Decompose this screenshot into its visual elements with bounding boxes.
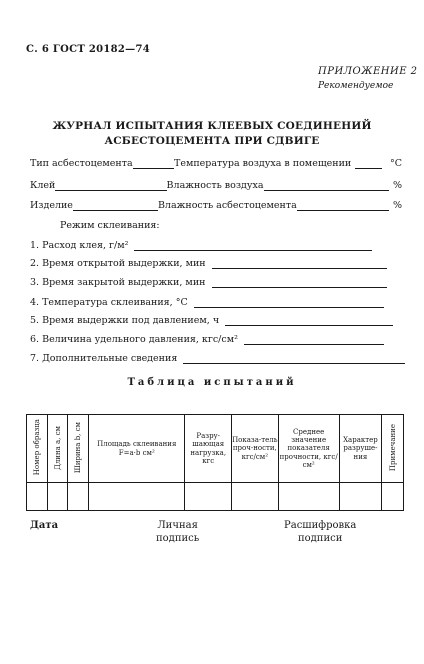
col-header-area: Площадь склеивания F=a·b см² <box>89 415 185 483</box>
signature-decode <box>284 519 356 545</box>
regime-item-label: 3. Время закрытой выдержки, мин <box>30 277 206 288</box>
fill-line <box>73 201 158 211</box>
regime-item-2 <box>30 258 387 269</box>
field-unit: °С <box>389 158 402 169</box>
table-header-row <box>27 415 404 483</box>
table-cell <box>185 483 232 511</box>
field-unit: % <box>392 180 402 191</box>
journal-title-line-2: АСБЕСТОЦЕМЕНТА ПРИ СДВИГЕ <box>104 135 320 147</box>
field-row-glue <box>30 180 402 191</box>
regime-item-5 <box>30 315 393 326</box>
table-title: Таблица испытаний <box>127 377 297 388</box>
table-cell <box>278 483 339 511</box>
field-label-2: Температура воздуха в помещении <box>174 158 352 169</box>
regime-item-label: 6. Величина удельного давления, кгс/см² <box>30 334 238 345</box>
table-row <box>27 483 404 511</box>
col-header-breaking-load: Разру-шающая нагрузка, кгс <box>185 415 232 483</box>
fill-line <box>183 354 405 364</box>
regime-item-7 <box>30 353 405 364</box>
table-cell <box>68 483 89 511</box>
signature-personal <box>156 519 199 545</box>
fill-line <box>212 259 387 269</box>
col-header-length: Длина a, см <box>53 425 62 470</box>
regime-item-label: 4. Температура склеивания, °С <box>30 297 188 308</box>
appendix-subtitle: Рекомендуемое <box>318 81 394 91</box>
table-cell <box>47 483 68 511</box>
col-header-width: Ширина b, см <box>74 421 83 474</box>
field-row-product <box>30 200 402 211</box>
journal-title-line-1: ЖУРНАЛ ИСПЫТАНИЯ КЛЕЕВЫХ СОЕДИНЕНИЙ <box>52 120 372 132</box>
col-header-sample-number: Номер образца <box>32 419 41 476</box>
field-label: Тип асбестоцемента <box>30 158 133 169</box>
table-cell <box>382 483 404 511</box>
appendix-title: ПРИЛОЖЕНИЕ 2 <box>318 66 418 77</box>
signature-decode-line-2: подписи <box>297 533 343 544</box>
fill-line <box>55 181 166 191</box>
signature-personal-line-1: Личная <box>157 520 198 531</box>
field-label: Изделие <box>30 200 73 211</box>
field-label-2: Влажность асбестоцемента <box>157 200 297 211</box>
fill-line <box>244 335 384 345</box>
fill-line <box>134 241 372 251</box>
regime-heading: Режим склеивания: <box>60 220 160 231</box>
fill-line <box>355 159 382 169</box>
field-label: Клей <box>30 180 56 191</box>
fill-line <box>297 201 389 211</box>
test-table <box>26 414 404 511</box>
regime-item-label: 5. Время выдержки под давлением, ч <box>30 315 220 326</box>
regime-item-6 <box>30 334 384 345</box>
fill-line <box>133 159 174 169</box>
fill-line <box>212 278 387 288</box>
fill-line <box>194 298 384 308</box>
col-header-mean-strength: Среднее значение показателя прочности, кгс/см² <box>278 415 339 483</box>
table-cell <box>232 483 279 511</box>
page-header: С. 6 ГОСТ 20182—74 <box>26 44 150 55</box>
fill-line <box>225 316 393 326</box>
fill-line <box>264 181 389 191</box>
col-header-failure-mode: Характер разруше-ния <box>339 415 381 483</box>
regime-item-4 <box>30 297 384 308</box>
regime-item-label: 7. Дополнительные сведения <box>30 353 178 364</box>
signature-date: Дата <box>30 520 59 531</box>
table-cell <box>89 483 185 511</box>
table-cell <box>27 483 48 511</box>
col-header-note: Примечание <box>388 423 397 472</box>
col-header-strength: Показа-тель проч-ности, кгс/см² <box>232 415 279 483</box>
regime-item-1 <box>30 240 372 251</box>
table-cell <box>339 483 381 511</box>
regime-item-label: 1. Расход клея, г/м² <box>30 240 129 251</box>
signature-decode-line-1: Расшифровка <box>284 520 357 531</box>
regime-item-label: 2. Время открытой выдержки, мин <box>30 258 206 269</box>
field-unit: % <box>392 200 402 211</box>
signature-personal-line-2: подпись <box>156 533 200 544</box>
field-row-asbestos-type <box>30 158 402 169</box>
field-label-2: Влажность воздуха <box>166 180 264 191</box>
regime-item-3 <box>30 277 387 288</box>
